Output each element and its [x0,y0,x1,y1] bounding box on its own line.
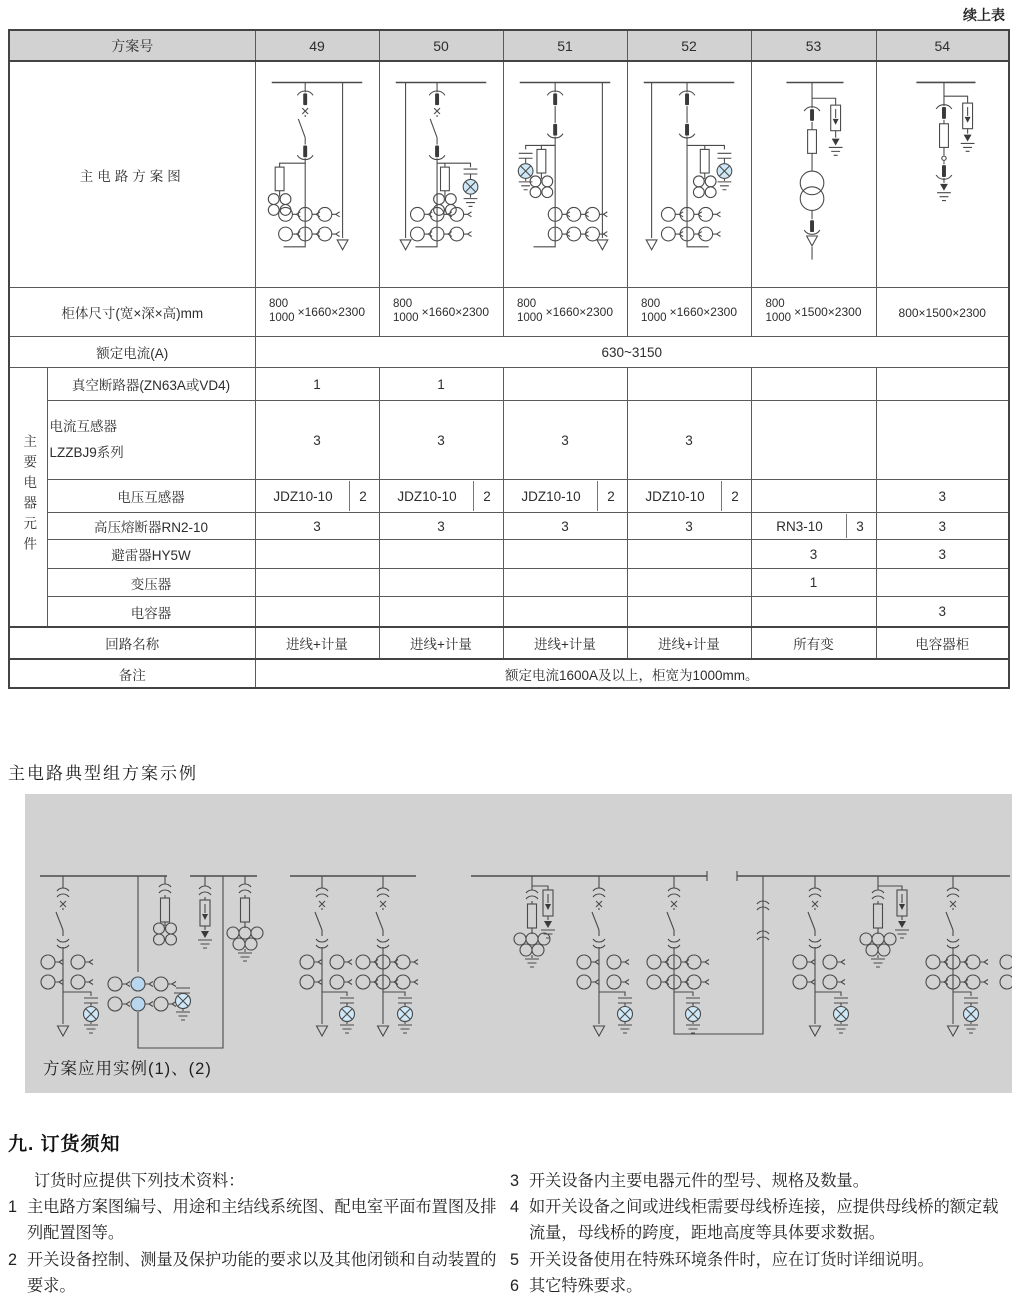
table-cell-split: JDZ10-10 2 [379,480,503,513]
component-label-vcb: 真空断路器(ZN63A或VD4) [47,368,255,401]
scheme-number-52: 52 [627,30,751,61]
component-row-capacitor [9,597,1009,628]
dimensions-50: 800 1000 ×1660×2300 [379,288,503,337]
table-cell-empty [876,368,1009,401]
dimensions-49: 800 1000 ×1660×2300 [255,288,379,337]
table-cell: 3 [876,540,1009,569]
examples-caption: 方案应用实例(1)、(2) [43,1060,212,1078]
circuit-name-54: 电容器柜 [876,627,1009,659]
ordering-item [8,1247,500,1299]
table-cell: 3 [876,597,1009,628]
ordering-right-column [510,1168,1010,1299]
component-row-arrester [9,540,1009,569]
scheme-53-diagram [753,63,875,286]
scheme-52-cell [627,61,751,288]
table-cell-empty [503,368,627,401]
component-group-label: 主要电器元件 [9,368,47,628]
scheme-50-cell [379,61,503,288]
scheme-53-cell [751,61,876,288]
table-cell: 3 [751,540,876,569]
table-cell-empty [876,401,1009,480]
circuit-name-53: 所有变 [751,627,876,659]
ordering-item [510,1194,1010,1246]
table-cell-empty [379,597,503,628]
table-cell: 3 [876,513,1009,540]
continued-table-label: 续上表 [963,7,1005,23]
ordering-item-text: 开关设备控制、测量及保护功能的要求以及其他闭锁和自动装置的要求。 [27,1250,497,1295]
component-row-pt [9,480,1009,513]
table-header-row [9,30,1009,61]
table-cell-empty [255,569,379,597]
table-cell: 1 [751,569,876,597]
table-cell: 3 [379,401,503,480]
table-cell-empty [627,569,751,597]
scheme-50-diagram [380,63,502,286]
table-cell-empty [751,480,876,513]
ordering-item-number: 2 [8,1250,18,1269]
ordering-left-column [8,1168,500,1299]
component-label-pt: 电压互感器 [47,480,255,513]
table-cell-empty [379,540,503,569]
table-cell-split: JDZ10-10 2 [627,480,751,513]
ordering-item-number: 6 [510,1276,520,1295]
table-cell: 3 [379,513,503,540]
dimensions-53: 800 1000 ×1500×2300 [751,288,876,337]
scheme-51-diagram [504,63,626,286]
examples-panel [25,794,1012,1093]
scheme-49-diagram [256,63,378,286]
table-cell-split: JDZ10-10 2 [255,480,379,513]
dimensions-label: 柜体尺寸(宽×深×高)mm [9,288,255,337]
ordering-item [8,1194,500,1246]
scheme-number-54: 54 [876,30,1009,61]
table-cell-split: JDZ10-10 2 [503,480,627,513]
component-row-ct [9,401,1009,480]
table-cell: 1 [255,368,379,401]
ordering-item [510,1273,1010,1299]
scheme-number-51: 51 [503,30,627,61]
component-row-fuse [9,513,1009,540]
table-cell: 1 [379,368,503,401]
table-cell-empty [503,569,627,597]
rated-current-label: 额定电流(A) [9,337,255,368]
circuit-name-label: 回路名称 [9,627,255,659]
table-cell-empty [379,569,503,597]
table-cell-empty [627,597,751,628]
table-cell-empty [627,540,751,569]
diagram-row-label: 主电路方案图 [79,168,185,184]
ordering-item-text: 主电路方案图编号、用途和主结线系统图、配电室平面布置图及排列配置图等。 [27,1198,497,1243]
ordering-heading: 九. 订货须知 [8,1134,121,1155]
dimensions-51: 800 1000 ×1660×2300 [503,288,627,337]
scheme-54-diagram [877,63,1008,286]
ordering-item-text: 如开关设备之间或进线柜需要母线桥连接，应提供母线桥的额定载流量，母线桥的跨度，距地高度等具体要求数据。 [529,1198,999,1243]
component-label-capacitor: 电容器 [47,597,255,628]
scheme-49-cell [255,61,379,288]
table-cell: 3 [503,513,627,540]
table-cell: 3 [876,480,1009,513]
table-cell-empty [503,597,627,628]
ordering-item [510,1168,1010,1194]
scheme-number-50: 50 [379,30,503,61]
scheme-number-49: 49 [255,30,379,61]
component-label-transformer: 变压器 [47,569,255,597]
table-cell: 3 [255,401,379,480]
circuit-name-52: 进线+计量 [627,627,751,659]
examples-heading: 主电路典型组方案示例 [8,764,198,783]
ordering-intro: 订货时应提供下列技术资料： [34,1172,245,1190]
scheme-table [8,29,1010,689]
component-label-fuse: 高压熔断器RN2-10 [47,513,255,540]
ordering-item-number: 4 [510,1198,520,1217]
scheme-number-label: 方案号 [9,30,255,61]
scheme-51-cell [503,61,627,288]
remark-row [9,659,1009,688]
circuit-name-row [9,627,1009,659]
diagram-row [9,61,1009,288]
ordering-item-number: 1 [8,1198,18,1217]
table-cell-split: RN3-10 3 [751,513,876,540]
ordering-item [510,1247,1010,1273]
component-row-vcb [9,368,1009,401]
table-cell: 3 [255,513,379,540]
component-row-transformer [9,569,1009,597]
scheme-54-cell [876,61,1009,288]
ordering-notes [8,1168,1010,1299]
ordering-item-text: 其它特殊要求。 [529,1276,643,1295]
table-cell-empty [876,569,1009,597]
table-cell-empty [255,540,379,569]
rated-current-value: 630~3150 [255,337,1009,368]
table-cell-empty [751,597,876,628]
table-cell-empty [751,401,876,480]
rated-current-row [9,337,1009,368]
ordering-item-text: 开关设备使用在特殊环境条件时，应在订货时详细说明。 [529,1250,934,1269]
scheme-52-diagram [628,63,750,286]
ordering-item-number: 5 [510,1250,520,1269]
component-label-ct: 电流互感器 LZZBJ9系列 [47,401,255,480]
table-cell: 3 [503,401,627,480]
scheme-number-53: 53 [751,30,876,61]
table-cell-empty [627,368,751,401]
dimensions-52: 800 1000 ×1660×2300 [627,288,751,337]
circuit-name-49: 进线+计量 [255,627,379,659]
ordering-item-number: 3 [510,1172,520,1190]
dimensions-54: 800×1500×2300 [876,288,1009,337]
dimensions-row [9,288,1009,337]
table-cell-empty [503,540,627,569]
table-cell-empty [255,597,379,628]
ordering-item-text: 开关设备内主要电器元件的型号、规格及数量。 [529,1172,869,1190]
remark-value: 额定电流1600A及以上，柜宽为1000mm。 [255,659,1009,688]
examples-diagram [25,794,1012,1093]
component-label-arrester: 避雷器HY5W [47,540,255,569]
remark-label: 备注 [9,659,255,688]
table-cell: 3 [627,401,751,480]
table-cell-empty [751,368,876,401]
table-cell: 3 [627,513,751,540]
circuit-name-50: 进线+计量 [379,627,503,659]
circuit-name-51: 进线+计量 [503,627,627,659]
